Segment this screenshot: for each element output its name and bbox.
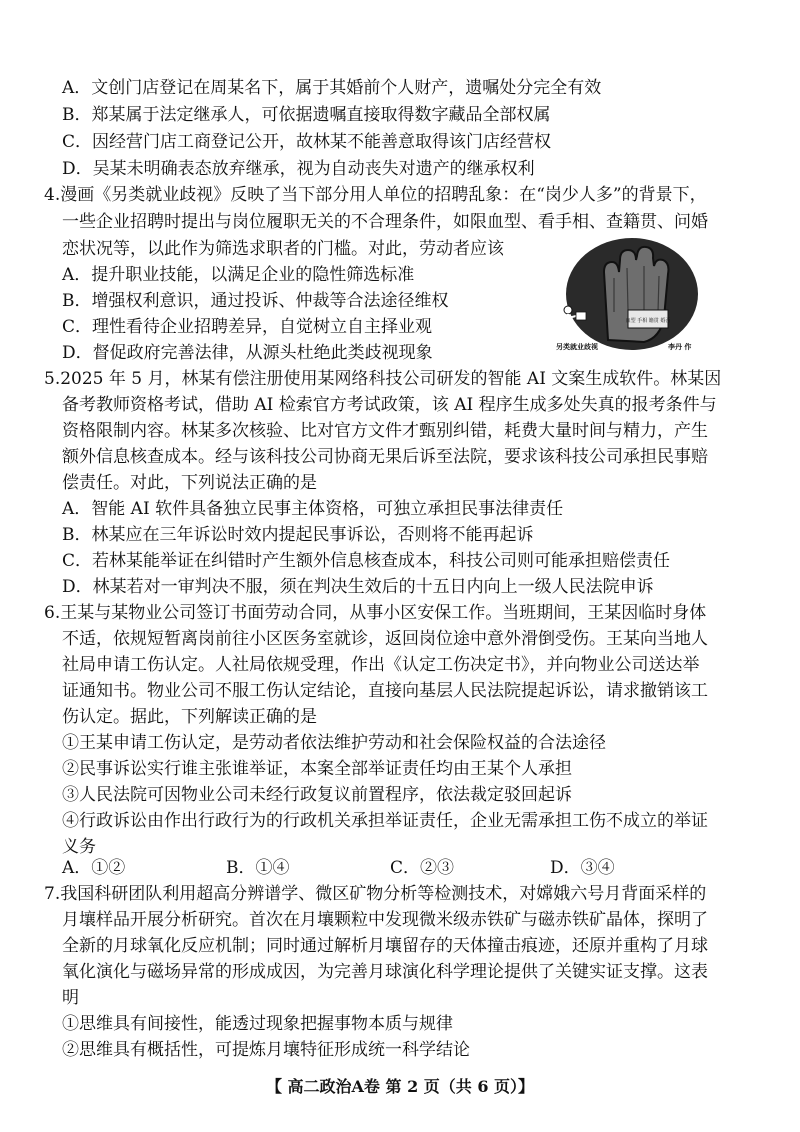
q3-option-b: B．郑某属于法定继承人，可依据遗嘱直接取得数字藏品全部权属 [62,105,551,125]
q3-option-c: C．因经营门店工商登记公开，故林某不能善意取得该门店经营权 [62,132,552,152]
q7-stem-line: 7.我国科研团队利用超高分辨谱学、微区矿物分析等检测技术，对嫦娥六号月背面采样的 [44,884,707,904]
q5-stem-line: 资格限制内容。林某多次核验、比对官方文件才甄别纠错，耗费大量时间与精力，产生 [62,421,708,441]
q7-statement: ①思维具有间接性，能透过现象把握事物本质与规律 [62,1014,453,1034]
q6-statement: ①王某申请工伤认定，是劳动者依法维护劳动和社会保险权益的合法途径 [62,733,606,753]
q5-option-b: B．林某应在三年诉讼时效内提起民事诉讼，否则将不能再起诉 [62,525,534,545]
cartoon-caption-right: 李丹 作 [668,342,692,351]
q4-option-a: A．提升职业技能，以满足企业的隐性筛选标准 [62,265,415,285]
q5-option-d: D．林某若对一审判决不服，须在判决生效后的十五日内向上一级人民法院申诉 [62,577,654,597]
q5-stem-line: 备考教师资格考试，借助 AI 检索官方考试政策，该 AI 程序生成多处失真的报考条件与 [62,395,717,415]
q6-choice-a: A．①② [62,858,126,878]
q6-stem-line: 6.王某与某物业公司签订书面劳动合同，从事小区安保工作。当班期间，王某因临时身体 [44,603,707,623]
q6-stem-line: 社局申请工伤认定。人社局依规受理，作出《认定工伤决定书》，并向物业公司送达举 [62,655,700,675]
q4-option-c: C．理性看待企业招聘差异，自觉树立自主择业观 [62,317,433,337]
q3-option-a: A．文创门店登记在周某名下，属于其婚前个人财产，遗嘱处分完全有效 [62,78,602,98]
q4-stem-line: 一些企业招聘时提出与岗位履职无关的不合理条件，如限血型、看手相、查籍贯、问婚 [62,212,708,232]
q6-statement: ②民事诉讼实行谁主张谁举证，本案全部举证责任均由王某个人承担 [62,759,572,779]
q6-choice-b: B．①④ [226,858,290,878]
q6-statement: ④行政诉讼由作出行政行为的行政机关承担举证责任，企业无需承担工伤不成立的举证 [62,811,708,831]
cartoon-sign-text: 血型 手相 籍贯 婚否 [625,318,671,324]
cartoon-image [548,232,698,360]
q7-stem-line: 月壤样品开展分析研究。首次在月壤颗粒中发现微米级赤铁矿与磁赤铁矿晶体，探明了 [62,910,708,930]
q5-stem-line: 5.2025 年 5 月，林某有偿注册使用某网络科技公司研发的智能 AI 文案生成软件。林某因 [44,369,722,389]
q6-stem-line: 证通知书。物业公司不服工伤认定结论，直接向基层人民法院提起诉讼，请求撤销该工 [62,681,708,701]
q5-stem-line: 偿责任。对此，下列说法正确的是 [62,473,317,493]
q5-option-a: A．智能 AI 软件具备独立民事主体资格，可独立承担民事法律责任 [62,499,564,519]
q7-stem-line: 全新的月球氧化反应机制；同时通过解析月壤留存的天体撞击痕迹，还原并重构了月球 [62,936,708,956]
q6-choice-c: C．②③ [390,858,455,878]
q7-statement: ②思维具有概括性，可提炼月壤特征形成统一科学结论 [62,1040,470,1060]
q6-statement: ③人民法院可因物业公司未经行政复议前置程序，依法裁定驳回起诉 [62,785,572,805]
q7-stem-line: 氧化演化与磁场异常的形成成因，为完善月球演化科学理论提供了关键实证支撑。这表 [62,962,708,982]
q5-option-c: C．若林某能举证在纠错时产生额外信息核查成本，科技公司则可能承担赔偿责任 [62,551,671,571]
q4-stem-line: 恋状况等，以此作为筛选求职者的门槛。对此，劳动者应该 [62,239,504,259]
q6-stem-line: 伤认定。据此，下列解读正确的是 [62,707,317,727]
q6-stem-line: 不适，依规短暂离岗前往小区医务室就诊，返回岗位途中意外滑倒受伤。王某向当地人 [62,629,708,649]
q5-stem-line: 额外信息核查成本。经与该科技公司协商无果后诉至法院，要求该科技公司承担民事赔 [62,447,708,467]
q6-choices [62,857,682,879]
person-icon [564,306,572,314]
q6-choice-d: D．③④ [550,858,615,878]
q4-option-d: D．督促政府完善法律，从源头杜绝此类歧视现象 [62,343,433,363]
q3-option-d: D．吴某未明确表态放弃继承，视为自动丧失对遗产的继承权利 [62,159,535,179]
q4-stem-line: 4.漫画《另类就业歧视》反映了当下部分用人单位的招聘乱象：在“岗少人多”的背景下， [44,185,707,205]
cartoon-caption-left: 另类就业歧视 [556,342,598,351]
page-footer: 【 高二政治A卷 第 2 页（共 6 页）】 [265,1077,535,1096]
q4-option-b: B．增强权利意识，通过投诉、仲裁等合法途径维权 [62,291,449,311]
q6-statement: 义务 [62,837,96,857]
q7-stem-line: 明 [62,988,79,1008]
